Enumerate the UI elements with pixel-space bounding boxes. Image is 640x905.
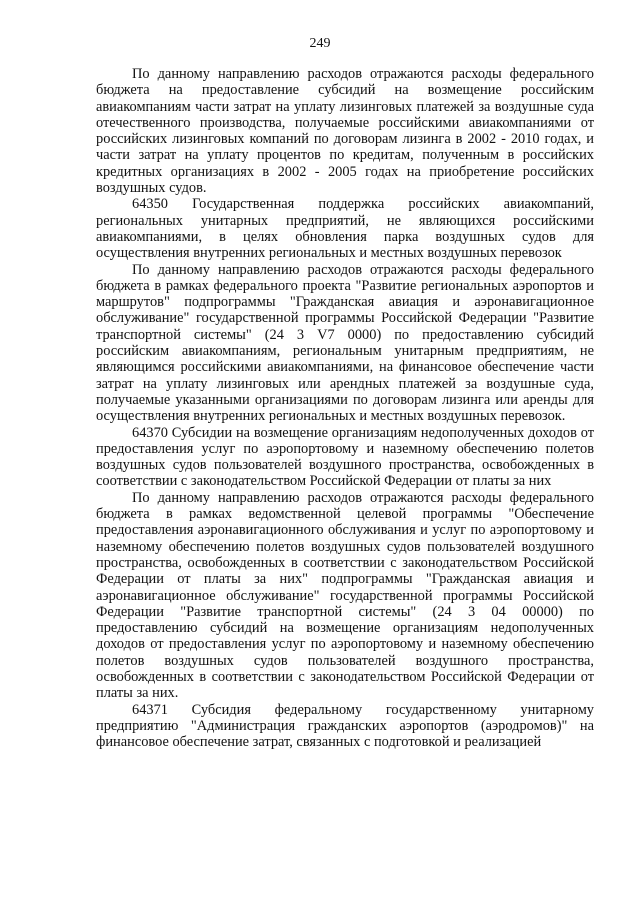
paragraph-code-64350: 64350 Государственная поддержка российских авиакомпаний, региональных унитарных предприятий, не являющихся российскими авиакомпаниями, в целях обновления парка воздушных судов для осуществления внутренних региональных и местных воздушных перевозок bbox=[96, 196, 594, 262]
page-number: 249 bbox=[309, 36, 331, 51]
paragraph-code-64371: 64371 Субсидия федеральному государственному унитарному предприятию "Администрация гражданских аэропортов (аэродромов)" на финансовое обеспечение затрат, связанных с подготовкой и реализацией bbox=[96, 701, 594, 751]
paragraph-expense-description: По данному направлению расходов отражаются расходы федерального бюджета в рамках федерального проекта "Развитие региональных аэропортов и маршрутов" подпрограммы "Гражданская авиация и аэронавигационное обслуживание" государственной программы Российской Федерации "Развитие транспортной системы" (24 3 V7 0000) по предоставлению субсидий российским авиакомпаниям, региональным унитарным предприятиям, не являющимся российскими авиакомпаниями, на финансовое обеспечение части затрат на уплату лизинговых или арендных платежей за воздушные суда, получаемые указанными организациями по договорам лизинга или аренды для осуществления внутренних региональных и местных воздушных перевозок. bbox=[96, 261, 594, 425]
document-body bbox=[96, 66, 594, 750]
paragraph-code-64370: 64370 Субсидии на возмещение организациям недополученных доходов от предоставления услуг по аэропортовому и наземному обеспечению полетов воздушных судов пользователей воздушного пространства, освобожденных в соответствии с законодательством Российской Федерации от платы за них bbox=[96, 424, 594, 490]
paragraph-expense-description: По данному направлению расходов отражаются расходы федерального бюджета в рамках ведомственной целевой программы "Обеспечение предоставления аэронавигационного обслуживания и услуг по аэропортовому и наземному обеспечению полетов воздушных судов пользователей воздушного пространства, освобожденных в соответствии с законодательством Российской Федерации от платы за них" подпрограммы "Гражданская авиация и аэронавигационное обслуживание" государственной программы Российской Федерации "Развитие транспортной системы" (24 3 04 00000) по предоставлению субсидий на возмещение организациям недополученных доходов от предоставления услуг по аэропортовому и наземному обеспечению полетов воздушных судов пользователей воздушного пространства, освобожденных в соответствии с законодательством Российской Федерации от платы за них. bbox=[96, 489, 594, 702]
paragraph-expense-description: По данному направлению расходов отражаются расходы федерального бюджета на предоставление субсидий на возмещение российским авиакомпаниям части затрат на уплату лизинговых платежей за воздушные суда отечественного производства, получаемые российскими авиакомпаниями от российских лизинговых компаний по договорам лизинга в 2002 - 2010 годах, и части затрат на уплату процентов по кредитам, полученным в российских кредитных организациях в 2002 - 2005 годах на приобретение российских воздушных судов. bbox=[96, 66, 594, 197]
